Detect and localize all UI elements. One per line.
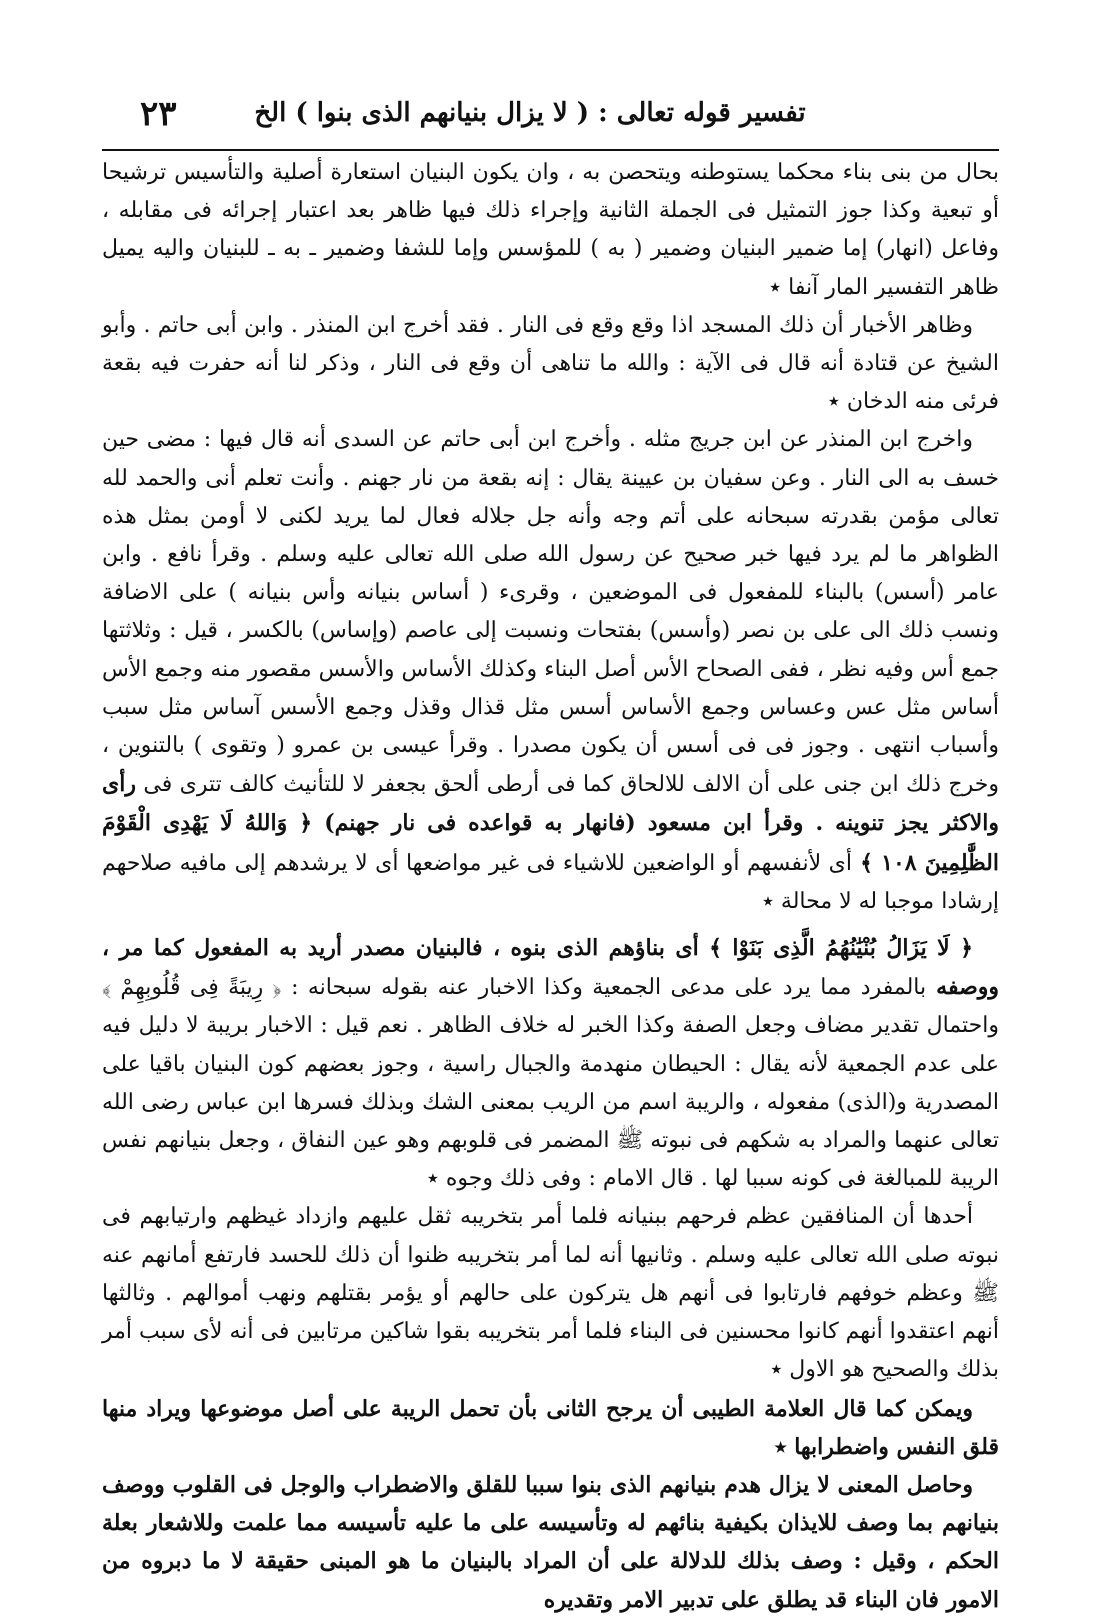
page-header bbox=[100, 88, 1000, 144]
text-line: الحيطان منهدمة والجبال راسية ، وجوز بعضهم كون البنيان باقيا على المصدرية و(الذى) مفعوله ، والريبة bbox=[102, 1051, 999, 1115]
text-line: وجعل الصفة وكذا الخبر له خلاف الظاهر . نعم قيل : الاخبار بريبة لا دليل فيه على عدم الجمعية لأنه يقال : bbox=[102, 1013, 999, 1077]
quran-verse-line: ﴿ لَا يَزَالُ بُنْيَٰنُهُمُ الَّذِى بَنَوْا ﴾ أى بناؤهم الذى بنوه ، فالبنيان مصدر أريد به المفعول كما مر ، ووصفه bbox=[102, 935, 1000, 1001]
paragraph bbox=[102, 1390, 999, 1466]
text-line: عن رسول الله صلى الله تعالى عليه وسلم . وقرأ نافع . وابن عامر (أسس) بالبناء للمفعول فى الموضعين ، وقرىء bbox=[102, 542, 999, 606]
text-line: وكذا جوز التمثيل فى الجملة الثانية وإجراء ذلك فيها ظاهر بعد اعتبار إجرائه فى مقابله ، وفاعل (انهار) إما bbox=[102, 198, 999, 262]
text-line: به الى النار . وعن سفيان بن عيينة يقال : إنه بقعة من نار جهنم . وأنت تعلم أنى والحمد لله تعالى مؤمن بقدرته bbox=[102, 465, 1000, 529]
text-line: محسنين فى البناء فلما أمر بتخريبه بقوا شاكين مرتابين فى أنه لأى سبب أمر بذلك والصحيح هو الاول ٭ bbox=[102, 1319, 999, 1383]
text-line: أى لأنفسهم أو الواضعين للاشياء فى غير مواضعها أى لا يرشدهم إلى مافيه صلاحهم إرشادا موجبا له لا محالة ٭ bbox=[102, 850, 999, 914]
text-line: المضمر فى قلوبهم وهو عين النفاق ، وجعل بنيانهم نفس الريبة للمبالغة فى كونه سببا لها . قال الامام : وفى ذلك وجوه ٭ bbox=[102, 1128, 999, 1192]
text-line: ويمكن كما قال العلامة الطيبى أن يرجح الثانى بأن تحمل الريبة على أصل موضوعها ويراد منها قلق النفس واضطرابها ٭ bbox=[102, 1395, 999, 1460]
text-line: بالمفرد مما يرد على مدعى الجمعية وكذا الاخبار عنه بقوله سبحانه : ﴿ رِيبَةً فِى قُلُوبِهِمْ ﴾ واحتمال تقدير مضاف bbox=[102, 975, 999, 1039]
paragraph bbox=[102, 1198, 999, 1389]
text-line: واخرج ابن المنذر عن ابن جريج مثله . وأخرج ابن أبى حاتم عن السدى أنه قال فيها : مضى حين خسف bbox=[102, 427, 999, 491]
paragraph bbox=[102, 929, 999, 1198]
header-rule bbox=[102, 149, 999, 151]
body-text bbox=[102, 154, 999, 1619]
text-line: وحاصل المعنى لا يزال هدم بنيانهم الذى بنوا سببا للقلق والاضطراب والوجل فى القلوب ووصف بنيانهم بما bbox=[102, 1471, 1000, 1537]
text-line: وظاهر الأخبار أن ذلك المسجد اذا وقع وقع فى النار . فقد أخرج ابن المنذر . وابن أبى حاتم . وأبو الشيخ bbox=[102, 312, 999, 377]
text-line: أحدها أن المنافقين عظم فرحهم ببنيانه فلما أمر بتخريبه ثقل عليهم وازداد غيظهم وارتيابهم فى نبوته bbox=[102, 1204, 999, 1268]
text-line: والأسس مقصور منه وجمع الأس أساس مثل عس وعساس وجمع الأساس أسس مثل قذال وقذل وجمع الأسس bbox=[102, 656, 999, 720]
paragraph bbox=[102, 154, 999, 307]
text-line: (وإساس) بالكسر ، قيل : وثلاثتها جمع أس وفيه نظر ، ففى الصحاح الأس أصل البناء وكذلك الأساس bbox=[102, 618, 1000, 682]
page-number: ٢٣ bbox=[140, 94, 177, 134]
running-title: تفسير قوله تعالى : ( لا يزال بنيانهم الذى بنوا ) الخ bbox=[254, 98, 806, 128]
text-line: آساس مثل سبب وأسباب انتهى . وجوز فى فى أسس أن يكون مصدرا . وقرأ عيسى بن عمرو ( وتقوى ) bbox=[102, 694, 999, 759]
text-line: اسم من الريب بمعنى الشك وبذلك فسرها ابن عباس رضى الله تعالى عنهما والمراد به شكهم فى نبوته ﷺ bbox=[102, 1089, 1000, 1154]
quran-verse-line: رأى والاكثر يجز تنوينه . وقرأ ابن مسعود (فانهار به قواعده فى نار جهنم) ﴿ وَاللهُ لَا يَهْدِى الْقَوْمَ الظَّٰلِمِينَ ١٠٨ ﴾ bbox=[102, 771, 999, 876]
text-line: بحال من بنى بناء محكما يستوطنه ويتحصن به ، وان يكون البنيان استعارة أصلية والتأسيس ترشيحا أو تبعية bbox=[102, 160, 999, 224]
paragraph bbox=[102, 421, 999, 921]
text-line: للدلالة على أن المراد بالبنيان ما هو المبنى حقيقة لا ما دبروه من الامور فان البناء قد يطلق على تدبير الامر وتقديره bbox=[102, 1548, 999, 1613]
text-line: صلى الله تعالى عليه وسلم . وثانيها أنه لما أمر بتخريبه ظنوا أن ذلك للحسد فارتفع أمانهم عنه ﷺ وعظم bbox=[102, 1242, 999, 1306]
text-line: بالتنوين ، وخرج ذلك ابن جنى على أن الالف للالحاق كما فى أرطى ألحق بجعفر لا للتأنيث كالف تترى فى bbox=[102, 733, 999, 798]
text-line: وصف للايذان بكيفية بنائهم له وتأسيسه على ما عليه تأسيسه مما علمت وللاشعار بعلة الحكم ، وقيل : وصف بذلك bbox=[102, 1510, 999, 1575]
paragraph bbox=[102, 307, 999, 422]
paragraph bbox=[102, 1466, 999, 1619]
text-line: خوفهم فارتابوا فى أنهم هل يتركون على حالهم أو يؤمر بقتلهم ونهب أموالهم . وثالثها أنهم اعتقدوا أنهم كانوا bbox=[102, 1280, 999, 1345]
text-line: سبحانه على أتم وجه وأنه جل جلاله فعال لما يريد لكنى لا أومن بمثل هذه الظواهر ما لم يرد فيها خبر صحيح bbox=[102, 503, 999, 568]
text-line: ضمير البنيان وضمير ( به ) للمؤسس وإما للشفا وضمير ـ به ـ للبنيان واليه يميل ظاهر التفسير المار آنفا ٭ bbox=[102, 236, 999, 300]
text-line: ( أساس بنيانه وأس بنيانه ) على الاضافة ونسب ذلك الى على بن نصر (وأسس) بفتحات ونسبت إلى عاصم bbox=[102, 580, 999, 644]
text-line: عن قتادة أنه قال فى الآية : والله ما تناهى أن وقع فى النار ، وذكر لنا أنه حفرت فيه بقعة فرئى منه الدخان ٭ bbox=[102, 351, 999, 415]
